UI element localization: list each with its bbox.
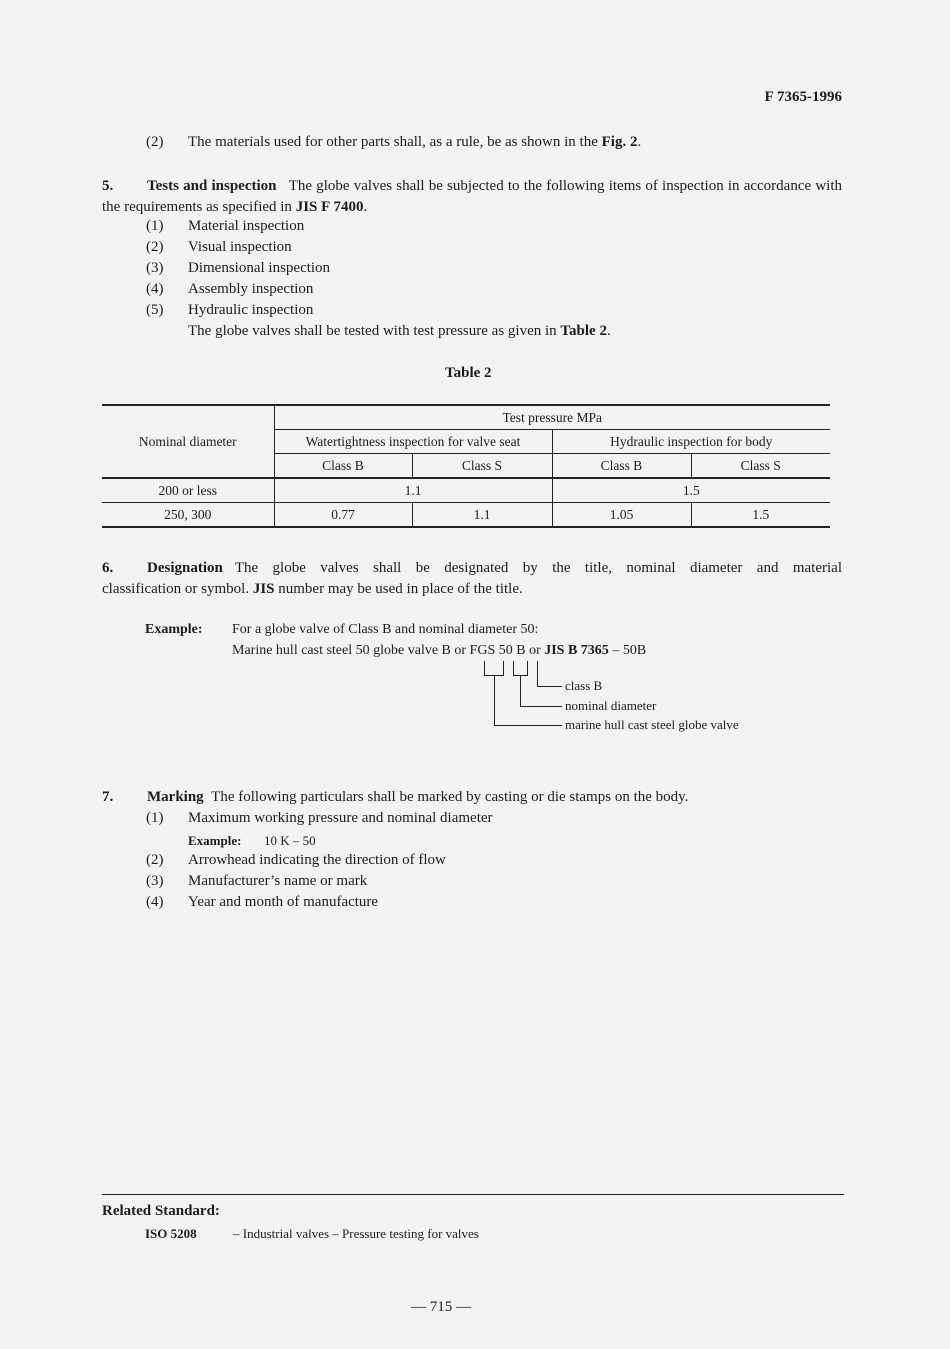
section-6-number: 6. (102, 560, 114, 576)
example-line-1: For a globe valve of Class B and nominal diameter 50: (232, 622, 539, 637)
cell-watertight-s: 1.1 (412, 503, 552, 528)
header-class-s: Class S (412, 454, 552, 479)
list-item: (5) Hydraulic inspection (146, 302, 314, 318)
header-hydraulic: Hydraulic inspection for body (552, 430, 830, 454)
list-item: (3) Dimensional inspection (146, 260, 331, 276)
test-pressure-note: The globe valves shall be tested with test pressure as given in Table 2. (188, 323, 611, 339)
cell-watertight: 1.1 (274, 478, 552, 503)
table-row (102, 503, 830, 528)
table-2-title: Table 2 (445, 365, 492, 381)
table-header-row (102, 405, 830, 430)
header-class-b: Class B (552, 454, 691, 479)
header-test-pressure: Test pressure MPa (274, 405, 830, 430)
page-number: — 715 — (411, 1299, 471, 1315)
section-5-heading: 5. Tests and inspection The globe valves shall be subjected to the following items of inspection in accordance with the requirements as specified in JIS F 7400. (102, 178, 842, 215)
annotation-nominal-diameter: nominal diameter (565, 698, 657, 713)
document-code: F 7365-1996 (764, 89, 842, 105)
list-item: (4) Year and month of manufacture (146, 894, 379, 910)
divider (102, 1194, 844, 1195)
related-standard-heading: Related Standard: (102, 1203, 220, 1219)
section-5-title: Tests and inspection (147, 178, 277, 194)
annotation-class: class B (565, 678, 603, 693)
marking-example: Example: 10 K – 50 (188, 833, 316, 848)
header-class-b: Class B (274, 454, 412, 479)
cell-diameter: 250, 300 (102, 503, 274, 528)
example-line-2: Marine hull cast steel 50 globe valve B or FGS 50 B or JIS B 7365 – 50B (232, 643, 647, 658)
header-class-s: Class S (691, 454, 830, 479)
section-6-paragraph: 6. Designation The globe valves shall be designated by the title, nominal diameter and material classification or symbol. JIS number may be used in place of the title. (102, 560, 842, 597)
annotation-material: marine hull cast steel globe valve (565, 717, 739, 732)
cell-hydraulic-b: 1.05 (552, 503, 691, 528)
section-7-heading: 7. Marking The following particulars shall be marked by casting or die stamps on the body. (102, 789, 689, 805)
list-item: (1) Material inspection (146, 218, 305, 234)
header-nominal-diameter: Nominal diameter (102, 405, 274, 478)
list-item: (2) Arrowhead indicating the direction of flow (146, 852, 446, 868)
header-watertightness: Watertightness inspection for valve seat (274, 430, 552, 454)
table-row (102, 478, 830, 503)
related-standard-entry: ISO 5208 – Industrial valves – Pressure testing for valves (145, 1226, 479, 1241)
list-item: (3) Manufacturer’s name or mark (146, 873, 368, 889)
list-item: (2) Visual inspection (146, 239, 292, 255)
section-6-title: Designation (147, 560, 223, 576)
cell-diameter: 200 or less (102, 478, 274, 503)
example-label: Example: (145, 622, 203, 637)
section-7-title: Marking (147, 789, 204, 805)
section-5-number: 5. (102, 178, 114, 194)
list-item: (4) Assembly inspection (146, 281, 314, 297)
test-pressure-table (102, 404, 830, 528)
cell-hydraulic: 1.5 (552, 478, 830, 503)
materials-item: (2) The materials used for other parts shall, as a rule, be as shown in the Fig. 2. (146, 134, 642, 150)
section-7-number: 7. (102, 789, 114, 805)
cell-hydraulic-s: 1.5 (691, 503, 830, 528)
cell-watertight-b: 0.77 (274, 503, 412, 528)
list-item: (1) Maximum working pressure and nominal diameter (146, 810, 493, 826)
